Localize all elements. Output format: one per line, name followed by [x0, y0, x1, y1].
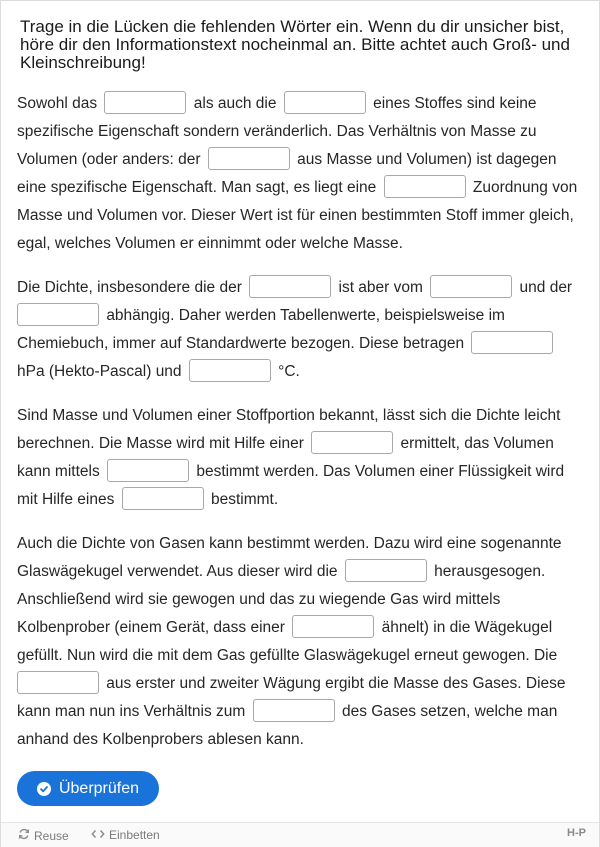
task-description: Trage in die Lücken die fehlenden Wörter ein. Wenn du dir unsicher bist, höre dir den Informationstext nocheinmal an. Bitte achtet auch Groß- und Kleinschreibung!	[20, 17, 570, 72]
blank-input[interactable]	[17, 303, 99, 326]
embed-label: Einbetten	[109, 828, 160, 842]
paragraph-4	[17, 530, 587, 754]
h5p-logo: H-P	[567, 827, 586, 839]
reuse-button[interactable]	[18, 828, 69, 843]
blank-input[interactable]	[107, 459, 189, 482]
text-segment: Zuordnung von Masse und Volumen vor. Dieser Wert ist für einen bestimmten Stoff immer gleich, egal, welches Volumen er einnimmt oder welche Masse.	[17, 179, 578, 252]
embed-button[interactable]	[91, 828, 160, 842]
text-segment: hPa (Hekto-Pascal) und	[17, 363, 186, 380]
reuse-label: Reuse	[34, 828, 69, 843]
check-button-label: Überprüfen	[58, 779, 140, 797]
text-segment: ermittelt, das Volumen kann mittels	[17, 435, 554, 480]
text-segment: eines Stoffes sind keine spezifische Eigenschaft sondern veränderlich. Das Verhältnis von Masse zu Volumen (oder anders: der	[17, 95, 537, 168]
blank-input[interactable]	[249, 275, 331, 298]
text-segment: bestimmt werden. Das Volumen einer Flüssigkeit wird mit Hilfe eines	[17, 463, 565, 508]
blank-input[interactable]	[17, 671, 99, 694]
text-segment: des Gases setzen, welche man anhand des Kolbenprobers ablesen kann.	[17, 703, 558, 748]
blank-input[interactable]	[471, 331, 553, 354]
paragraph-2	[17, 274, 587, 386]
text-segment: Die Dichte, insbesondere die der	[17, 279, 247, 296]
blank-input[interactable]	[384, 175, 466, 198]
blank-input[interactable]	[430, 275, 512, 298]
reuse-icon	[18, 828, 30, 843]
text-segment: Auch die Dichte von Gasen kann bestimmt werden. Dazu wird eine sogenannte Glaswägekugel verwendet. Aus dieser wird die	[17, 535, 562, 580]
check-circle-icon	[37, 782, 51, 796]
text-segment: aus Masse und Volumen) ist dagegen eine spezifische Eigenschaft. Man sagt, es liegt eine	[17, 151, 557, 196]
footer-bar	[1, 822, 599, 847]
blank-input[interactable]	[208, 147, 290, 170]
blank-input[interactable]	[311, 431, 393, 454]
text-segment: ist aber vom	[334, 279, 428, 296]
blank-input[interactable]	[284, 91, 366, 114]
text-segment: Sind Masse und Volumen einer Stoffportion bekannt, lässt sich die Dichte leicht berechnen. Die Masse wird mit Hilfe einer	[17, 407, 561, 452]
blank-input[interactable]	[189, 359, 271, 382]
blank-input[interactable]	[253, 699, 335, 722]
paragraph-3	[17, 402, 587, 514]
blank-input[interactable]	[122, 487, 204, 510]
text-segment: aus erster und zweiter Wägung ergibt die Masse des Gases. Diese kann man nun ins Verhältnis zum	[17, 675, 566, 720]
blank-input[interactable]	[345, 559, 427, 582]
check-button[interactable]	[17, 771, 159, 806]
text-segment: und der	[515, 279, 573, 296]
text-segment: als auch die	[189, 95, 281, 112]
text-segment: °C.	[273, 363, 300, 380]
text-segment: ähnelt) in die Wägekugel gefüllt. Nun wird die mit dem Gas gefüllte Glaswägekugel erneut gewogen. Die	[17, 619, 558, 664]
text-segment: abhängig. Daher werden Tabellenwerte, beispielsweise im Chemiebuch, immer auf Standardwerte bezogen. Diese betragen	[17, 307, 505, 352]
embed-code-icon	[91, 828, 105, 842]
paragraph-1	[17, 90, 587, 258]
blank-input[interactable]	[104, 91, 186, 114]
text-segment: Sowohl das	[17, 95, 102, 112]
blank-input[interactable]	[292, 615, 374, 638]
text-segment: herausgesogen. Anschließend wird sie gewogen und das zu wiegende Gas wird mittels Kolbenprober (einem Gerät, dass einer	[17, 563, 546, 636]
text-segment: bestimmt.	[206, 491, 279, 508]
